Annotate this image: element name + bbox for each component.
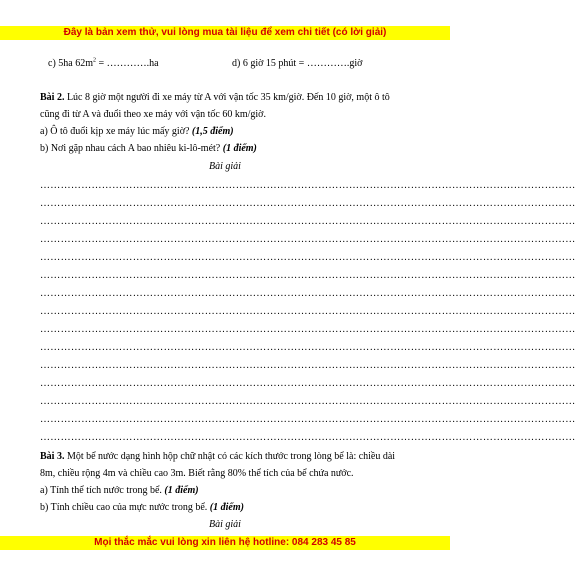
exercise-c-blank: = ………….ha (96, 58, 159, 69)
bai2-qb-text: b) Nơi gặp nhau cách A bao nhiêu ki-lô-mét? (40, 143, 223, 154)
bai2-line1 (40, 92, 390, 104)
answer-line: ………………………………………………………………………………………………………………………………………… (40, 288, 576, 299)
hotline-banner: Mọi thắc mắc vui lòng xin liên hệ hotline: 084 283 45 85 (0, 536, 450, 550)
bai2-qa-text: a) Ô tô đuổi kịp xe máy lúc mấy giờ? (40, 126, 192, 137)
answer-line: ………………………………………………………………………………………………………………………………………… (40, 270, 576, 281)
answer-line: ………………………………………………………………………………………………………………………………………… (40, 324, 576, 335)
bai2-title: Bài 2. (40, 92, 65, 103)
bai3-title: Bài 3. (40, 451, 65, 462)
bai3-text1: Một bể nước dạng hình hộp chữ nhật có các kích thước trong lòng bể là: chiều dài (64, 451, 396, 462)
answer-line: ………………………………………………………………………………………………………………………………………… (40, 396, 576, 407)
bai3-line2: 8m, chiều rộng 4m và chiều cao 3m. Biết rằng 80% thể tích của bể chứa nước. (40, 468, 354, 479)
bai2-question-a (40, 126, 234, 138)
bai2-question-b (40, 143, 257, 155)
bai2-text1: Lúc 8 giờ một người đi xe máy từ A với vận tốc 35 km/giờ. Đến 10 giờ, một ô tô (64, 92, 390, 103)
exercise-d: d) 6 giờ 15 phút = ………….giờ (232, 58, 363, 69)
answer-line: ………………………………………………………………………………………………………………………………………… (40, 180, 576, 191)
exercise-c-label: c) 5ha 62m (48, 58, 93, 69)
answer-line: ………………………………………………………………………………………………………………………………………… (40, 234, 576, 245)
bai3-qb-text: b) Tính chiều cao của mực nước trong bể. (40, 502, 210, 513)
answer-line: ………………………………………………………………………………………………………………………………………… (40, 432, 576, 443)
bai3-qb-score: (1 điểm) (209, 502, 244, 513)
bai2-qa-score: (1,5 điểm) (191, 126, 234, 137)
exercise-c (48, 58, 159, 70)
answer-line: ………………………………………………………………………………………………………………………………………… (40, 342, 576, 353)
preview-notice-banner: Đây là bản xem thử, vui lòng mua tài liệu để xem chi tiết (có lời giải) (0, 26, 450, 40)
answer-line: ………………………………………………………………………………………………………………………………………… (40, 198, 576, 209)
answer-line: ………………………………………………………………………………………………………………………………………… (40, 378, 576, 389)
answer-line: ………………………………………………………………………………………………………………………………………… (40, 360, 576, 371)
bai3-qa-text: a) Tính thể tích nước trong bể. (40, 485, 165, 496)
exercise-c-superscript: 2 (93, 57, 96, 64)
bai2-solution-heading: Bài giải (209, 161, 241, 172)
answer-line: ………………………………………………………………………………………………………………………………………… (40, 252, 576, 263)
bai2-qb-score: (1 điểm) (222, 143, 257, 154)
bai3-solution-heading: Bài giải (209, 519, 241, 530)
bai2-line2: cũng đi từ A và đuổi theo xe máy với vận tốc 60 km/giờ. (40, 109, 266, 120)
bai3-question-a (40, 485, 199, 497)
bai3-line1 (40, 451, 395, 463)
bai3-qa-score: (1 điểm) (164, 485, 199, 496)
bai3-question-b (40, 502, 244, 514)
answer-line: ………………………………………………………………………………………………………………………………………… (40, 414, 576, 425)
answer-line: ………………………………………………………………………………………………………………………………………… (40, 216, 576, 227)
answer-line: ………………………………………………………………………………………………………………………………………… (40, 306, 576, 317)
